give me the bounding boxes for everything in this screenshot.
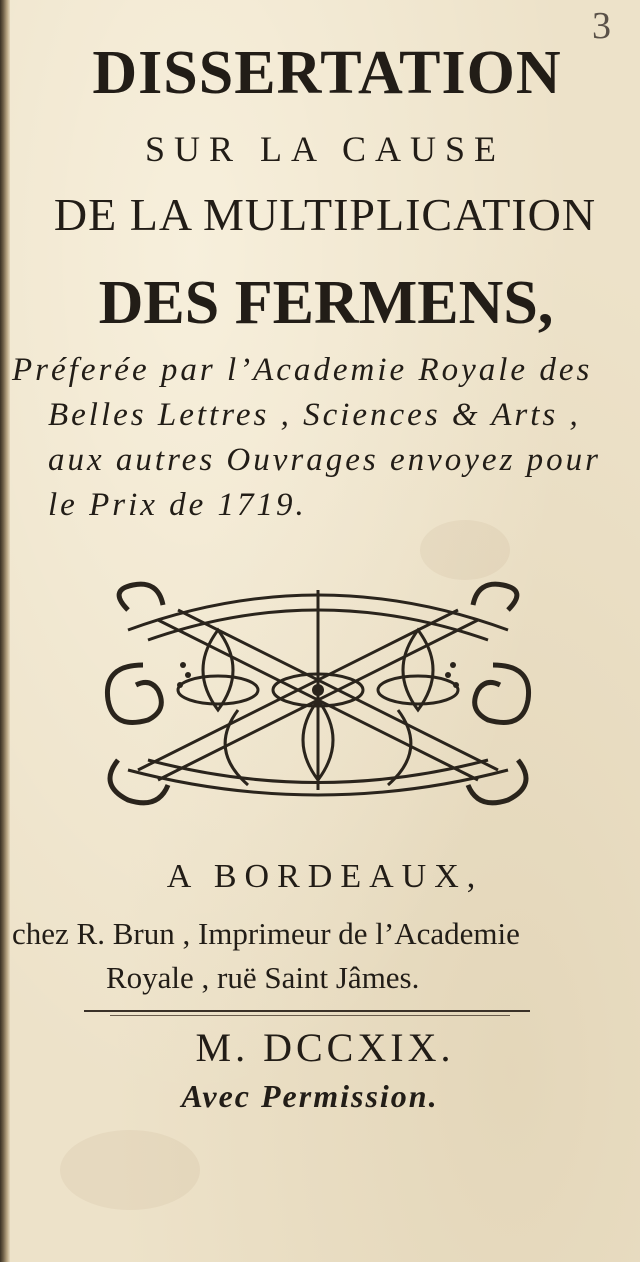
award-line: le Prix de 1719. xyxy=(48,487,307,523)
award-line: Belles Lettres , Sciences & Arts , xyxy=(48,397,581,433)
imprint-city: A BORDEAUX, xyxy=(166,858,484,895)
title-line-1: DISSERTATION xyxy=(92,39,562,107)
imprint-permission: Avec Permission. xyxy=(181,1078,439,1114)
title-line-4: DES FERMENS, xyxy=(98,269,554,337)
title-line-2: SUR LA CAUSE xyxy=(144,129,506,169)
divider-rule xyxy=(110,1015,510,1016)
award-line: aux autres Ouvrages envoyez pour xyxy=(48,442,602,478)
award-paragraph xyxy=(12,348,612,528)
imprint-year: M. DCCXIX. xyxy=(195,1025,455,1070)
divider-rule xyxy=(84,1010,530,1012)
printer-line: chez R. Brun , Imprimeur de l’Academie xyxy=(12,916,520,951)
paper-stain xyxy=(60,1130,200,1210)
title-line-3: DE LA MULTIPLICATION xyxy=(53,189,597,240)
page-number: 3 xyxy=(592,5,611,47)
award-line: Préferée par l’Academie Royale des xyxy=(12,352,593,388)
imprint-printer xyxy=(12,912,632,1000)
woodcut-fleuron-ornament-icon xyxy=(88,570,548,810)
printer-line: Royale , ruë Saint Jâmes. xyxy=(106,960,420,995)
